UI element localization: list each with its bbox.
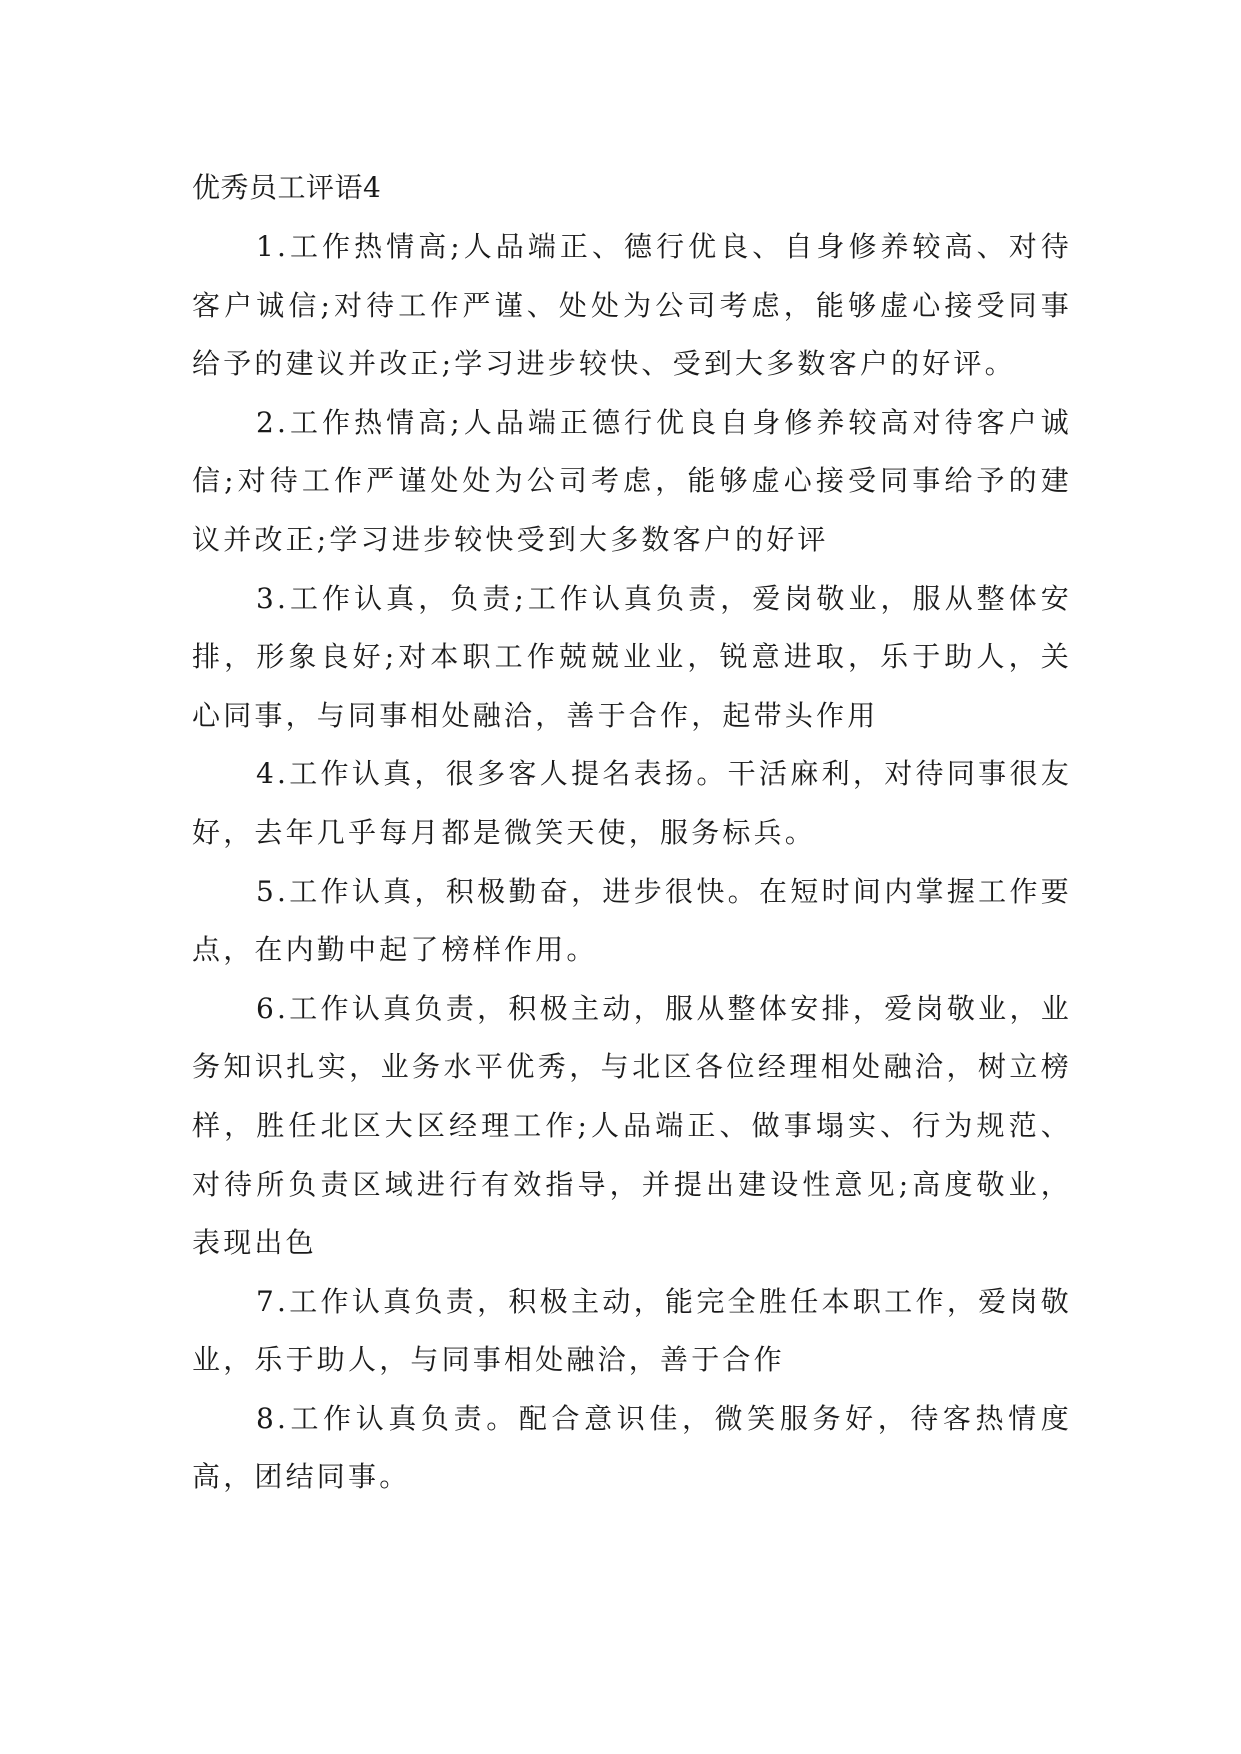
comment-paragraph-7: 7.工作认真负责，积极主动，能完全胜任本职工作，爱岗敬业，乐于助人，与同事相处融洽，善于合作	[192, 1284, 1072, 1377]
document-body	[192, 158, 1072, 1507]
comment-paragraph-2: 2.工作热情高;人品端正德行优良自身修养较高对待客户诚信;对待工作严谨处处为公司考虑，能够虚心接受同事给予的建议并改正;学习进步较快受到大多数客户的好评	[192, 405, 1072, 556]
document-title: 优秀员工评语4	[192, 171, 382, 204]
comment-paragraph-3: 3.工作认真，负责;工作认真负责，爱岗敬业，服从整体安排，形象良好;对本职工作兢兢业业，锐意进取，乐于助人，关心同事，与同事相处融洽，善于合作，起带头作用	[192, 581, 1072, 732]
comment-paragraph-4: 4.工作认真，很多客人提名表扬。干活麻利，对待同事很友好，去年几乎每月都是微笑天使，服务标兵。	[192, 757, 1072, 849]
comment-paragraph-5: 5.工作认真，积极勤奋，进步很快。在短时间内掌握工作要点，在内勤中起了榜样作用。	[192, 874, 1072, 967]
comment-paragraph-1: 1.工作热情高;人品端正、德行优良、自身修养较高、对待客户诚信;对待工作严谨、处处为公司考虑，能够虚心接受同事给予的建议并改正;学习进步较快、受到大多数客户的好评。	[192, 230, 1072, 381]
comment-paragraph-8: 8.工作认真负责。配合意识佳，微笑服务好，待客热情度高，团结同事。	[192, 1401, 1072, 1494]
comment-paragraph-6: 6.工作认真负责，积极主动，服从整体安排，爱岗敬业，业务知识扎实，业务水平优秀，与北区各位经理相处融洽，树立榜样，胜任北区大区经理工作;人品端正、做事塌实、行为规范、对待所负责区域进行有效指导，并提出建设性意见;高度敬业，表现出色	[192, 991, 1072, 1260]
